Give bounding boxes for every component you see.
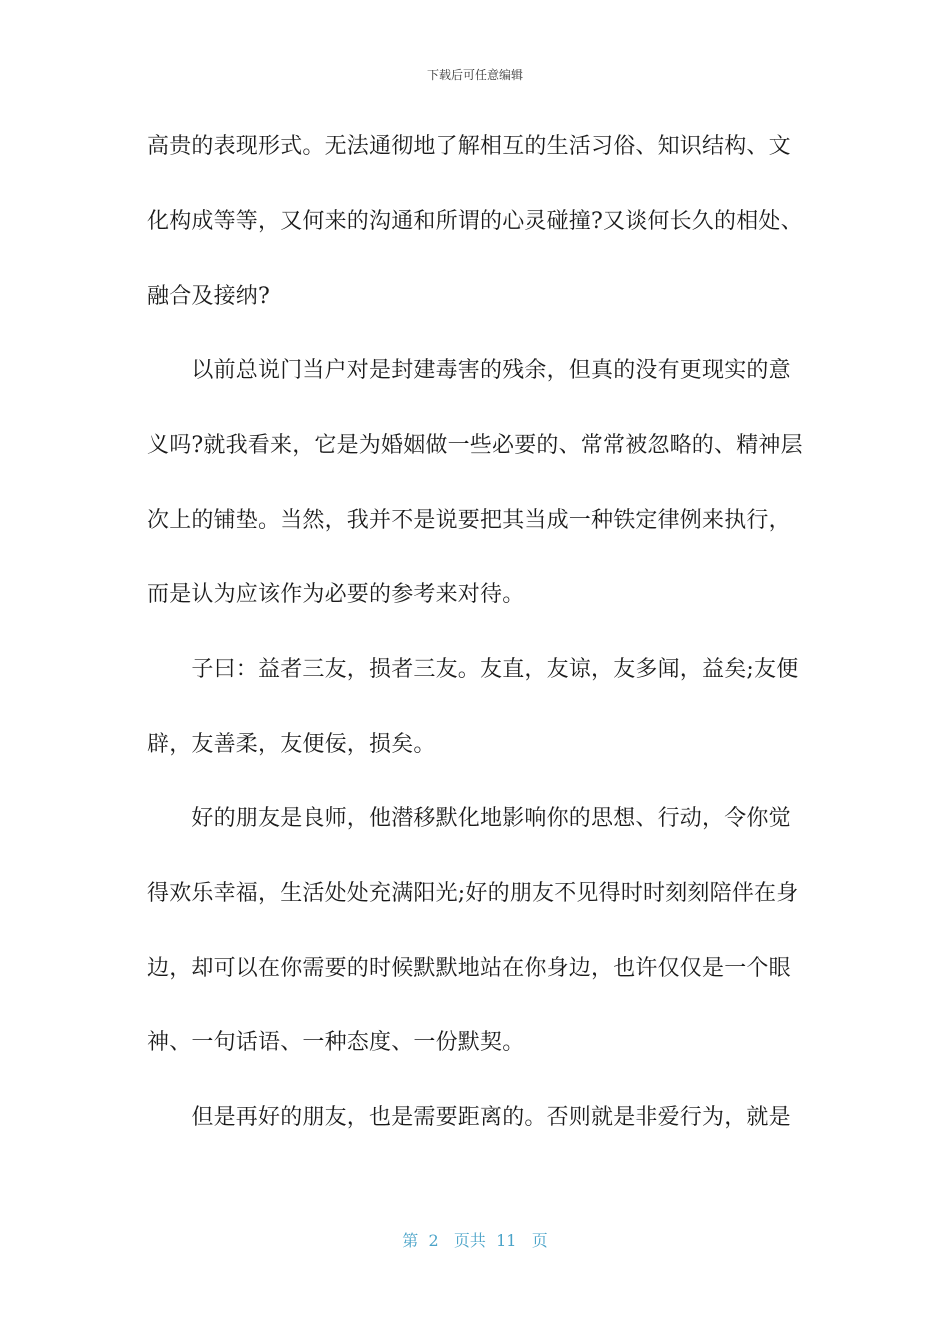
text-line: 义吗?就我看来，它是为婚姻做一些必要的、常常被忽略的、精神层 [147,433,803,458]
page-number-footer: 第 2 页共 11 页 [402,1231,548,1250]
text-line: 而是认为应该作为必要的参考来对待。 [147,582,525,607]
page-header: 下载后可任意编辑 [426,68,523,82]
text-line: 神、一句话语、一种态度、一份默契。 [147,1030,525,1055]
text-line: 融合及接纳? [147,284,270,309]
text-line: 以前总说门当户对是封建毒害的残余，但真的没有更现实的意 [147,358,791,383]
text-line: 得欢乐幸福，生活处处充满阳光;好的朋友不见得时时刻刻陪伴在身 [147,881,799,906]
text-line: 子曰：益者三友，损者三友。友直，友谅，友多闻，益矣;友便 [147,657,799,682]
text-line: 化构成等等，又何来的沟通和所谓的心灵碰撞?又谈何长久的相处、 [147,209,803,234]
text-line: 高贵的表现形式。无法通彻地了解相互的生活习俗、知识结构、文 [147,134,791,159]
text-line: 次上的铺垫。当然，我并不是说要把其当成一种铁定律例来执行， [147,508,791,533]
text-line: 好的朋友是良师，他潜移默化地影响你的思想、行动，令你觉 [147,806,791,831]
text-line: 但是再好的朋友，也是需要距离的。否则就是非爱行为，就是 [147,1105,791,1130]
text-line: 边，却可以在你需要的时候默默地站在你身边，也许仅仅是一个眼 [147,956,791,981]
text-line: 辟，友善柔，友便佞，损矣。 [147,732,436,757]
